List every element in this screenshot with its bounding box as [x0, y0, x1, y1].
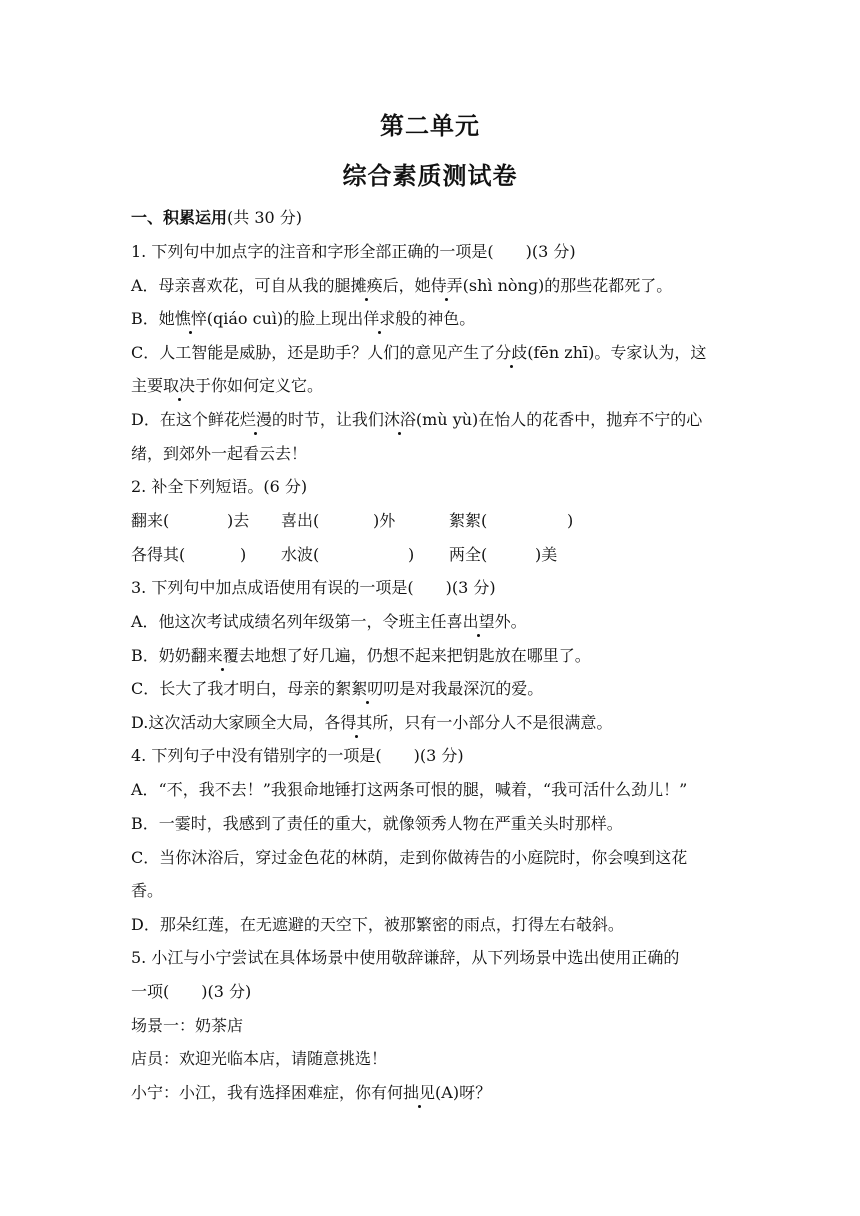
phrase-blank-close: ) [408, 545, 415, 564]
phrase-blank-open: 各得其( [131, 545, 186, 564]
text: B．奶奶 [131, 646, 191, 665]
text: 于你如何定义它。 [195, 376, 324, 395]
dotted-word: 分歧 [495, 343, 528, 362]
text: A．母亲喜欢花，可自从我的腿 [131, 276, 351, 295]
text: 是对我最深沉的爱。 [399, 679, 544, 698]
q3-option-d [131, 713, 731, 733]
dotted-word: 拙见 [403, 1083, 436, 1102]
phrase-blank-open: 喜出( [281, 511, 320, 530]
dotted-idiom: 翻来覆去 [190, 646, 255, 665]
text: (mù yù)在怡人的花香中，抛弃不宁的心 [415, 410, 703, 429]
text: C．长大了我才明白，母亲的 [131, 679, 336, 698]
q1-option-d-line1 [131, 410, 731, 430]
text: 主要 [131, 376, 164, 395]
phrase-blank-close: )外 [373, 511, 396, 530]
q5-stem-line1: 5. 小江与小宁尝试在具体场景中使用敬辞谦辞，从下列场景中选出使用正确的 [131, 948, 680, 967]
dotted-word: 取决 [163, 376, 196, 395]
q5-scene: 场景一：奶茶店 [131, 1016, 244, 1035]
text: D．在这个鲜花 [131, 410, 240, 429]
section-heading [131, 208, 731, 228]
phrase-blank-close: )美 [535, 545, 558, 564]
dotted-idiom: 各得其所 [324, 713, 389, 732]
q3-option-a [131, 612, 731, 632]
phrase-blank-open: 翻来( [131, 511, 170, 530]
phrase-blank-close: ) [567, 511, 574, 530]
dotted-word: 烂漫 [239, 410, 272, 429]
text: (qiáo cuì)的脸上现出 [206, 309, 364, 328]
q3-option-c [131, 679, 731, 699]
q4-option-a: A．“不，我不去！”我狠命地锤打这两条可恨的腿，喊着，“我可活什么劲儿！” [131, 780, 688, 799]
q4-option-c-line1: C．当你沐浴后，穿过金色花的林荫，走到你做祷告的小庭院时，你会嗅到这花 [131, 848, 688, 867]
text: (shì nònɡ)的那些花都死了。 [462, 276, 673, 295]
text: 地想了好几遍，仍想不起来把钥匙放在哪里了。 [254, 646, 591, 665]
q4-option-b: B．一霎时，我感到了责任的重大，就像领秀人物在严重关头时那样。 [131, 814, 623, 833]
q3-stem: 3. 下列句中加点成语使用有误的一项是( )(3 分) [131, 578, 496, 597]
dotted-word: 憔悴 [174, 309, 207, 328]
section-points: (共 30 分) [227, 208, 303, 227]
dotted-word: 侍弄 [430, 276, 463, 295]
text: (A)呀？ [435, 1083, 492, 1102]
q1-option-c-line1 [131, 343, 731, 363]
q1-option-b [131, 309, 731, 329]
phrase-blank-open: 水波( [281, 545, 320, 564]
q1-option-a [131, 276, 731, 296]
exam-title: 综合素质测试卷 [342, 161, 518, 190]
q3-option-b [131, 646, 731, 666]
phrase-blank-close: ) [240, 545, 247, 564]
q2-stem: 2. 补全下列短语。(6 分) [131, 477, 308, 496]
q4-option-d: D．那朵红莲，在无遮避的天空下，被那繁密的雨点，打得左右攲斜。 [131, 915, 624, 934]
dotted-idiom: 絮絮叨叨 [335, 679, 400, 698]
text: B．她 [131, 309, 175, 328]
dotted-word: 摊痪 [350, 276, 383, 295]
phrase-blank-close: )去 [227, 511, 250, 530]
text: C．人工智能是威胁，还是助手？人们的意见产生了 [131, 343, 496, 362]
dotted-word: 沐浴 [383, 410, 416, 429]
text: (fēn zhī)。专家认为，这 [527, 343, 707, 362]
text: 小宁：小江，我有选择困难症，你有何 [131, 1083, 404, 1102]
q1-stem: 1. 下列句中加点字的注音和字形全部正确的一项是( )(3 分) [131, 242, 576, 261]
unit-title: 第二单元 [380, 111, 480, 140]
q5-clerk-line: 店员：欢迎光临本店，请随意挑选！ [131, 1049, 388, 1068]
q4-option-c-line2: 香。 [131, 881, 164, 900]
text: 。 [510, 612, 527, 631]
text: A．他这次考试成绩名列年级第一，令班主任 [131, 612, 447, 631]
q5-ning-line [131, 1083, 731, 1103]
q5-stem-line2: 一项( )(3 分) [131, 982, 252, 1001]
text: 的时节，让我们 [271, 410, 384, 429]
text: 后，她 [382, 276, 431, 295]
q1-option-c-line2 [131, 376, 731, 396]
q4-stem: 4. 下列句子中没有错别字的一项是( )(3 分) [131, 746, 464, 765]
section-label: 一、积累运用 [131, 208, 228, 227]
dotted-idiom: 喜出望外 [446, 612, 511, 631]
text: D.这次活动大家顾全大局， [131, 713, 325, 732]
q1-option-d-line2: 绪，到郊外一起看云去！ [131, 444, 308, 463]
text: 般的神色。 [395, 309, 476, 328]
phrase-blank-open: 两全( [449, 545, 488, 564]
phrase-blank-open: 絮絮( [449, 511, 488, 530]
dotted-word: 佯求 [363, 309, 396, 328]
text: ，只有一小部分人不是很满意。 [388, 713, 613, 732]
